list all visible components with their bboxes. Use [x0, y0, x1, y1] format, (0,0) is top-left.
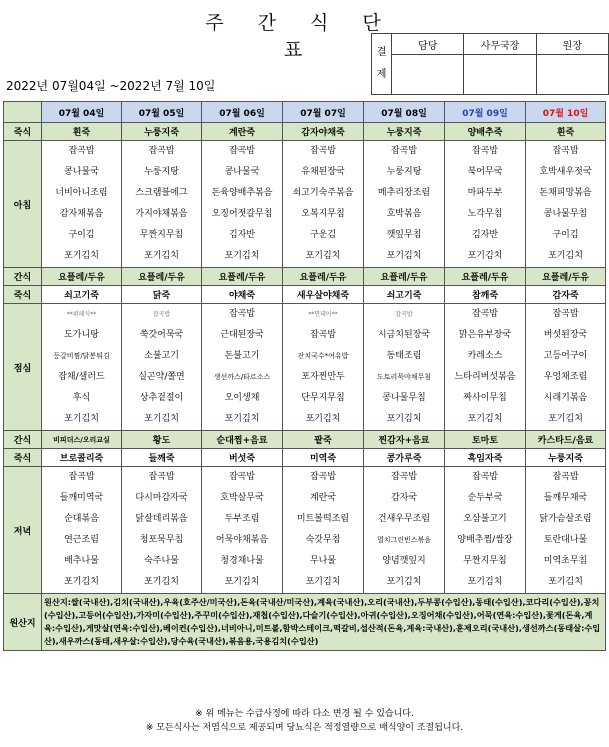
menu-item: 순대볶음 [64, 514, 99, 524]
meal-cell [445, 304, 526, 431]
row-label-porridge_am: 죽식 [4, 123, 42, 141]
menu-item: 돈육양배추볶음 [211, 188, 273, 198]
menu-cell: 팥죽 [283, 431, 364, 449]
menu-item: 다시마감자국 [135, 493, 188, 503]
menu-item: 버섯된장국 [543, 330, 588, 340]
meal-cell [283, 304, 364, 431]
menu-cell: 감자죽 [526, 286, 606, 304]
row-label-breakfast: 아침 [4, 141, 42, 268]
menu-item: 포기김치 [64, 414, 99, 424]
menu-item: 오징어젓갈무침 [211, 209, 273, 219]
menu-item: 잡곡밥 [471, 146, 499, 156]
menu-item: 잡곡밥 [228, 472, 256, 482]
menu-item: 포기김치 [305, 251, 341, 261]
menu-item: **면데이** [308, 311, 338, 318]
menu-item: 오삼불고기 [463, 514, 507, 524]
menu-item: 배추나물 [64, 556, 99, 566]
menu-cell: 요플레/두유 [122, 268, 202, 286]
menu-item: 포기김치 [64, 577, 99, 587]
day-header: 07월 07일 [283, 102, 364, 123]
menu-item: 잡곡밥 [390, 472, 418, 482]
meal-cell [445, 467, 526, 594]
menu-item: 구이김 [552, 230, 579, 240]
approval-col-staff: 담당 [392, 34, 464, 55]
menu-item: 마파두부 [467, 188, 503, 198]
menu-item: 포기김치 [548, 251, 583, 261]
menu-item: 포기김치 [64, 251, 99, 261]
menu-item: 누룽지탕 [144, 167, 179, 177]
page-title: 주 간 식 단 표 [205, 12, 395, 61]
row-label-origin: 원산지 [4, 594, 42, 651]
row-label-snack_am: 간식 [4, 268, 42, 286]
menu-cell: 카스타드/음료 [526, 431, 606, 449]
menu-item: 포기김치 [386, 251, 422, 261]
notes [0, 707, 609, 735]
menu-cell: 콩가루죽 [364, 449, 445, 467]
menu-item: 닭가슴살조림 [539, 514, 592, 524]
menu-item: 시금치된장국 [377, 330, 431, 340]
menu-item: 누룽지탕 [386, 167, 422, 177]
menu-item: 청포묵무침 [139, 535, 184, 545]
meal-cell [364, 467, 445, 594]
menu-item: 잡채/샐러드 [58, 372, 105, 382]
menu-item: 미트볼떡조림 [296, 514, 350, 524]
approval-sign-staff [392, 55, 464, 95]
menu-cell: 요플레/두유 [364, 268, 445, 286]
menu-item: 포기김치 [224, 414, 260, 424]
menu-item: 잔치국수*여유밥 [297, 352, 349, 360]
menu-item: 콩나물국 [224, 167, 260, 177]
menu-item: 상추겉절이 [139, 393, 184, 403]
menu-item: 포기김치 [386, 577, 422, 587]
menu-cell: 순대찜+음료 [202, 431, 283, 449]
menu-item: 근대된장국 [220, 330, 264, 340]
approval-col-manager: 사무국장 [464, 34, 536, 55]
menu-item: 포기김치 [224, 251, 260, 261]
menu-item: 노각무침 [467, 209, 503, 219]
menu-cell: 요플레/두유 [42, 268, 122, 286]
menu-item: 등갈비찜/닭봉튀김 [53, 352, 110, 360]
menu-item: 돈채피망볶음 [539, 188, 592, 198]
menu-item: 쑥갓어묵국 [139, 330, 184, 340]
menu-item: 닭살데리볶음 [135, 514, 188, 524]
menu-period: 2022년 07월04일 ~2022년 7월 10일 [6, 79, 216, 93]
menu-cell: 요플레/두유 [202, 268, 283, 286]
menu-cell: 들깨죽 [122, 449, 202, 467]
menu-item: 오복지무침 [301, 209, 345, 219]
menu-item: 잡곡밥 [552, 146, 579, 156]
menu-item: 콩나물무침 [543, 209, 588, 219]
menu-item: 유채된장국 [301, 167, 345, 177]
menu-item: 포기김치 [548, 577, 583, 587]
day-header: 07월 08일 [364, 102, 445, 123]
day-header: 07월 05일 [122, 102, 202, 123]
menu-cell: 참깨죽 [445, 286, 526, 304]
menu-item: 숙주나물 [144, 556, 179, 566]
meal-cell [526, 304, 606, 431]
meal-cell [202, 141, 283, 268]
menu-item: 잡곡밥 [148, 146, 175, 156]
row-label-porridge_pm: 죽식 [4, 449, 42, 467]
menu-item: 돈불고기 [224, 351, 260, 361]
menu-cell: 요플레/두유 [445, 268, 526, 286]
menu-item: 잡곡밥 [68, 146, 95, 156]
menu-item: 포기김치 [467, 414, 503, 424]
meal-cell [202, 467, 283, 594]
menu-cell: 감자야채죽 [283, 123, 364, 141]
menu-cell: 닭죽 [122, 286, 202, 304]
meal-cell [364, 304, 445, 431]
menu-item: 구운김 [309, 230, 337, 240]
menu-item: 잡곡밥 [152, 311, 171, 318]
day-header: 07월 06일 [202, 102, 283, 123]
meal-cell [122, 304, 202, 431]
menu-item: 단무지무침 [301, 393, 345, 403]
menu-item: 포기김치 [144, 577, 179, 587]
menu-item: 포자찐만두 [301, 372, 345, 382]
menu-cell: 누룽지죽 [122, 123, 202, 141]
meal-cell [445, 141, 526, 268]
menu-item: **뷔페식** [66, 311, 97, 318]
menu-item: 잡곡밥 [148, 472, 175, 482]
menu-item: 잡곡밥 [228, 309, 256, 319]
weekly-menu-table [3, 101, 606, 651]
menu-item: 청경채나물 [220, 556, 264, 566]
menu-item: 고등어구이 [543, 351, 588, 361]
menu-item: 스크램블에그 [135, 188, 188, 198]
menu-cell: 흑임자죽 [445, 449, 526, 467]
menu-item: 실곤약/쫄면 [138, 372, 185, 382]
menu-cell: 쇠고기죽 [364, 286, 445, 304]
meal-cell [42, 467, 122, 594]
menu-item: 포기김치 [548, 414, 583, 424]
menu-item: 잡곡밥 [552, 309, 579, 319]
menu-cell: 양배추죽 [445, 123, 526, 141]
menu-item: 들깨미역국 [59, 493, 104, 503]
menu-item: 김자반 [471, 230, 499, 240]
menu-item: 잡곡밥 [471, 309, 499, 319]
menu-cell: 요플레/두유 [283, 268, 364, 286]
menu-item: 김자반 [228, 230, 256, 240]
menu-item: 동태조림 [386, 351, 422, 361]
menu-cell: 새우살야채죽 [283, 286, 364, 304]
menu-item: 호박새우젓국 [539, 167, 592, 177]
menu-item: 카레소스 [467, 351, 503, 361]
menu-cell: 미역죽 [283, 449, 364, 467]
menu-item: 어묵야채볶음 [215, 535, 269, 545]
menu-item: 포기김치 [467, 577, 503, 587]
menu-item: 메추리장조림 [377, 188, 431, 198]
menu-item: 소불고기 [144, 351, 179, 361]
menu-item: 숙갓무침 [305, 535, 341, 545]
menu-item: 오이생채 [224, 393, 260, 403]
menu-item: 구이김 [68, 230, 95, 240]
menu-item: 순두부국 [467, 493, 503, 503]
menu-item: 포기김치 [467, 251, 503, 261]
menu-item: 포기김치 [305, 577, 341, 587]
meal-cell [364, 141, 445, 268]
menu-cell: 황도 [122, 431, 202, 449]
menu-item: 잡곡밥 [309, 472, 337, 482]
menu-cell: 누룽지죽 [526, 449, 606, 467]
meal-cell [526, 141, 606, 268]
menu-item: 미역초무침 [543, 556, 588, 566]
menu-item: 후식 [72, 393, 91, 403]
menu-cell: 토마토 [445, 431, 526, 449]
meal-cell [122, 141, 202, 268]
menu-item: 두부조림 [224, 514, 260, 524]
origin-info: 원산지:쌀(국내산),김치(국내산),우육(호주산/미국산),돈육(국내산/미국산),계육(국내산),오리(국내산),두부콩(수입산),동태(수입산),코다리(수입산),꽁치(수입산),고등어(수입산),가자미(수입산),주꾸미(수입산),재첩(수입산),다슬기(수입산),아귀(수입산),오징어채(수입산),어묵(연육:수입산),꽃게(돈육,계육:수입산),게맛살(연육:수입산),베이컨(수입산),너비아니,미트볼,함박스테이크,떡갈비,섭산적(돈육,계육:국내산),훈제오리(국내산),생선까스(동태살:수입산),새우까스(동태,새우살:수입산),당수육(국내산),볶음용,국용김치(수입산) [42, 594, 606, 651]
menu-cell: 브로콜리죽 [42, 449, 122, 467]
menu-item: 들깨무채국 [543, 493, 588, 503]
menu-item: 감자국 [390, 493, 418, 503]
menu-item: 포기김치 [386, 414, 422, 424]
menu-item: 양배추찜/쌈장 [457, 535, 513, 545]
menu-cell: 흰죽 [526, 123, 606, 141]
menu-item: 멸치그린빈스볶음 [376, 536, 432, 544]
menu-cell: 흰죽 [42, 123, 122, 141]
menu-item: 콩나물무침 [382, 393, 426, 403]
row-label-lunch: 점심 [4, 304, 42, 431]
menu-cell: 버섯죽 [202, 449, 283, 467]
menu-item: 잡곡밥 [309, 330, 337, 340]
menu-item: 생선까스/타르소스 [213, 373, 271, 381]
menu-item: 잡곡밥 [68, 472, 95, 482]
menu-item: 포기김치 [144, 414, 179, 424]
menu-item: 잡곡밥 [395, 311, 413, 318]
header-corner [4, 102, 42, 123]
menu-cell: 찐감자+음료 [364, 431, 445, 449]
approval-label: 결 제 [372, 34, 392, 95]
meal-cell [42, 141, 122, 268]
menu-item: 양념깻잎지 [382, 556, 426, 566]
menu-cell: 비피더스/오리교실 [42, 431, 122, 449]
menu-cell: 요플레/두유 [526, 268, 606, 286]
menu-item: 잡곡밥 [228, 146, 256, 156]
menu-item: 감자채볶음 [59, 209, 104, 219]
menu-item: 느타리버섯볶음 [454, 372, 516, 382]
day-header: 07월 10일 [526, 102, 606, 123]
menu-item: 가지야채볶음 [135, 209, 188, 219]
approval-col-director: 원장 [536, 34, 608, 55]
note-line: ※ 위 메뉴는 수급사정에 따라 다소 변경 될 수 있습니다. [195, 709, 414, 719]
menu-item: 잡곡밥 [309, 146, 337, 156]
row-label-snack_pm: 간식 [4, 431, 42, 449]
menu-cell: 야채죽 [202, 286, 283, 304]
menu-cell: 쇠고기죽 [42, 286, 122, 304]
menu-item: 맑은유부장국 [458, 330, 512, 340]
approval-sign-director [536, 55, 608, 95]
meal-cell [283, 141, 364, 268]
menu-item: 계란국 [309, 493, 337, 503]
menu-item: 연근조림 [64, 535, 99, 545]
meal-cell [42, 304, 122, 431]
menu-item: 건새우무조림 [377, 514, 431, 524]
menu-item: 포기김치 [144, 251, 179, 261]
menu-item: 무짠지무침 [139, 230, 184, 240]
menu-item: 무나물 [309, 556, 337, 566]
menu-item: 잡곡밥 [390, 146, 418, 156]
menu-item: 북어무국 [467, 167, 503, 177]
meal-cell [283, 467, 364, 594]
day-header: 07월 09일 [445, 102, 526, 123]
menu-item: 우엉채조림 [543, 372, 588, 382]
menu-item: 콩나물국 [64, 167, 99, 177]
menu-item: 잡곡밥 [552, 472, 579, 482]
meal-cell [526, 467, 606, 594]
row-label-dinner: 저녁 [4, 467, 42, 594]
menu-item: 무짠지무침 [463, 556, 507, 566]
menu-item: 포기김치 [305, 414, 341, 424]
menu-item: 쇠고기숙주볶음 [292, 188, 354, 198]
note-line: ※ 모든식사는 저염식으로 제공되며 당뇨식은 적정열량으로 배식양이 조절됩니다. [145, 723, 464, 733]
menu-item: 호박볶음 [386, 209, 422, 219]
meal-cell [202, 304, 283, 431]
day-header: 07월 04일 [42, 102, 122, 123]
menu-item: 시래기볶음 [543, 393, 588, 403]
approval-sign-manager [464, 55, 536, 95]
menu-cell: 계란죽 [202, 123, 283, 141]
menu-item: 너비아니조림 [55, 188, 108, 198]
menu-cell: 누룽지죽 [364, 123, 445, 141]
menu-item: 토란대나물 [543, 535, 588, 545]
menu-item: 잡곡밥 [471, 472, 499, 482]
menu-item: 도토리묵야채무침 [376, 373, 432, 381]
menu-item: 도가니탕 [64, 330, 99, 340]
menu-item: 호박살무국 [220, 493, 264, 503]
approval-box [371, 33, 609, 95]
menu-item: 짜사이무침 [463, 393, 507, 403]
row-label-porridge_noon: 죽식 [4, 286, 42, 304]
menu-item: 포기김치 [224, 577, 260, 587]
meal-cell [122, 467, 202, 594]
menu-item: 깻잎무침 [386, 230, 422, 240]
